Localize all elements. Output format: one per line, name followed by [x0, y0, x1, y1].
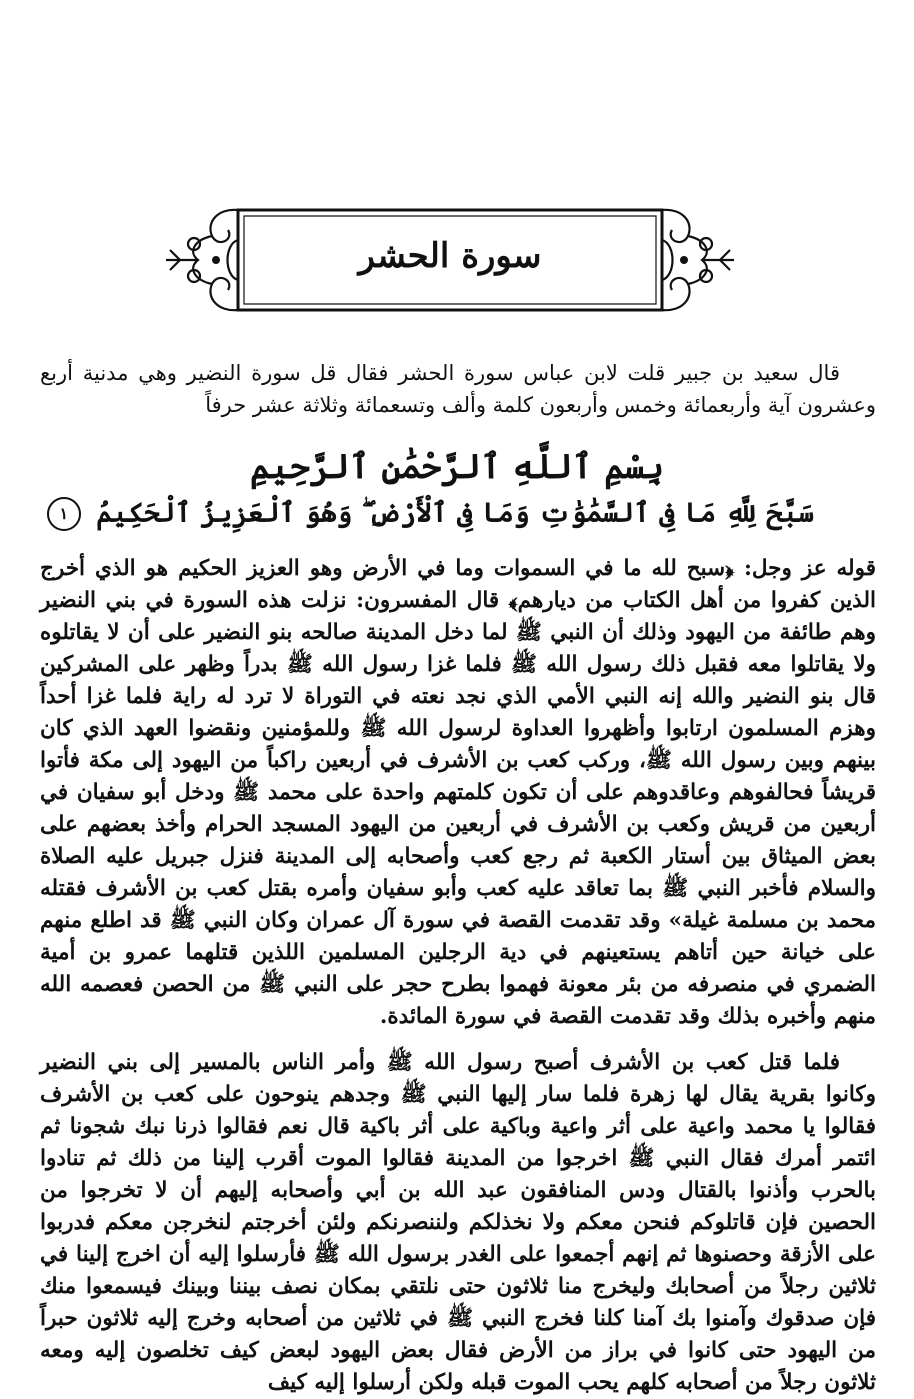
commentary-paragraph: فلما قتل كعب بن الأشرف أصبح رسول الله ﷺ وأمر الناس بالمسير إلى بني النضير وكانوا بقرية يقال لها زهرة فلما سار إليها النبي ﷺ وجدهم ينوحون على كعب بن الأشرف فقالوا يا محمد واعية على أثر واعية وباكية على أثر باكية قال نعم فقالوا ذرنا نبك شجونا ثم ائتمر أمرك فقال النبي ﷺ اخرجوا من المدينة فقالوا الموت أقرب إلينا من ذلك ثم تنادوا بالحرب وأذنوا بالقتال ودس المنافقون عبد الله بن أبي وأصحابه إليهم أن لا تخرجوا من الحصين فإن قاتلوكم فنحن معكم ولا نخذلكم ولننصرنكم ولئن أخرجتم لنخرجن معكم فدربوا على الأزقة وحصنوها ثم إنهم أجمعوا على الغدر برسول الله ﷺ فأرسلوا إليه أن اخرج إلينا في ثلاثين رجلاً من أصحابك وليخرج منا ثلاثون حتى نلتقي بمكان نصف بيننا وبينك فيسمعوا منك فإن صدقوك وآمنوا بك آمنا كلنا فخرج النبي ﷺ في ثلاثين من أصحابه وخرج إليه ثلاثون حبراً من اليهود حتى كانوا في براز من الأرض فقال بعض اليهود لبعض كيف تخلصون إليه ومعه ثلاثون رجلاً من أصحابه كلهم يحب الموت قبله ولكن أرسلوا إليه كيف: [40, 1050, 876, 1395]
verse-number-marker: ١: [47, 497, 81, 531]
commentary-paragraph: قوله عز وجل: ﴿سبح لله ما في السموات وما في الأرض وهو العزيز الحكيم هو الذي أخرج الذين كفروا من أهل الكتاب من ديارهم﴾ قال المفسرون: نزلت هذه السورة في بني النضير وهم طائفة من اليهود وذلك أن النبي ﷺ لما دخل المدينة صالحه بنو النضير على أن لا يقاتلوه ولا يقاتلوا معه فقبل ذلك رسول الله ﷺ فلما غزا رسول الله ﷺ بدراً وظهر على المشركين قال بنو النضير والله إنه النبي الأمي الذي نجد نعته في التوراة لا ترد له راية فلما غزا أحداً وهزم المسلمون ارتابوا وأظهروا العداوة لرسول الله ﷺ وللمؤمنين ونقضوا العهد الذي كان بينهم وبين رسول الله ﷺ، وركب كعب بن الأشرف في أربعين راكباً من اليهود إلى مكة فأتوا قريشاً فحالفوهم وعاقدوهم على أن تكون كلمتهم واحدة على محمد ﷺ ودخل أبو سفيان في أربعين من قريش وكعب بن الأشرف في أربعين من اليهود المسجد الحرام وأخذ بعضهم على بعض الميثاق بين أستار الكعبة ثم رجع كعب وأصحابه إلى المدينة فنزل جبريل عليه الصلاة والسلام فأخبر النبي ﷺ بما تعاقد عليه كعب وأبو سفيان وأمره بقتل كعب بن الأشرف فقتله محمد بن مسلمة غيلة» وقد تقدمت القصة في سورة آل عمران وكان النبي ﷺ قد اطلع منهم على خيانة حين أتاهم يستعينهم في دية الرجلين المسلمين اللذين قتلهما عمرو بن أمية الضمري في منصرفه من بئر معونة فهموا بطرح حجر على النبي ﷺ من الحصن فعصمه الله منهم وأخبره بذلك وقد تقدمت القصة في سورة المائدة.: [40, 556, 876, 1029]
intro-paragraph: قال سعيد بن جبير قلت لابن عباس سورة الحشر فقال قل سورة النضير وهي مدنية أربع وعشرون آية وأربعمائة وخمس وأربعون كلمة وألف وتسعمائة وثلاثة عشر حرفاً: [40, 361, 876, 417]
intro-block: [40, 357, 876, 421]
surah-header-frame: [158, 200, 742, 320]
quran-verse: [47, 497, 814, 531]
verse-text: سَبَّحَ لِلَّهِ مَا فِى ٱلسَّمَٰوَٰتِ وَمَا فِى ٱلْأَرْضِ ۖ وَهُوَ ٱلْعَزِيزُ ٱلْحَكِيمُ: [96, 497, 814, 529]
basmala: بِسْمِ ٱللَّهِ ٱلرَّحْمَٰنِ ٱلرَّحِيمِ: [249, 447, 665, 487]
commentary-block: [40, 553, 876, 1399]
surah-title: سورة الحشر: [358, 236, 542, 276]
